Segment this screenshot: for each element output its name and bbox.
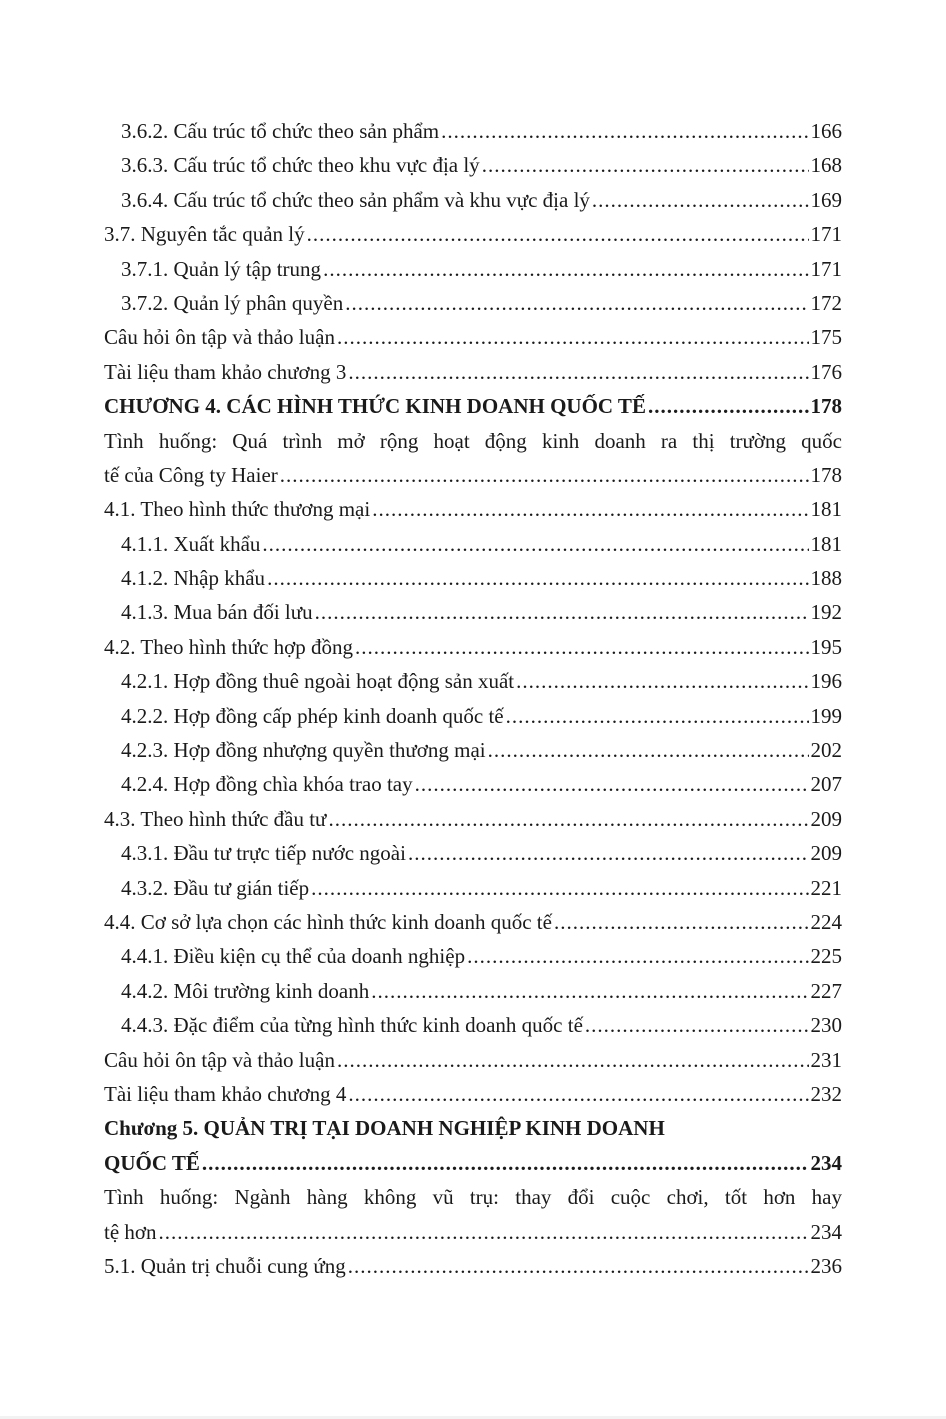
toc-page-number: 221 [810,875,842,900]
toc-entry-title: 3.7.1. Quản lý tập trung [121,256,322,281]
toc-dot-leader [345,286,808,320]
toc-entry-title: 3.6.4. Cấu trúc tổ chức theo sản phẩm và khu vực địa lý [121,187,590,212]
toc-page-number: 178 [810,394,842,419]
toc-dot-leader [554,905,809,939]
toc-entry-first-line: Tình huống: Ngành hàng không vũ trụ: thay đổi cuộc chơi, tốt hơn hay [104,1185,842,1210]
toc-page-number: 234 [810,1150,842,1175]
toc-section-entry[interactable] [104,320,842,354]
toc-dot-leader [315,595,809,629]
toc-subsection-entry[interactable] [104,286,842,320]
toc-subsection-entry[interactable] [104,252,842,286]
toc-dot-leader [267,561,808,595]
toc-entry-title: 4.3.1. Đầu tư trực tiếp nước ngoài [121,841,406,866]
toc-entry-title: 4.3. Theo hình thức đầu tư [104,806,327,831]
toc-entry-title: QUỐC TẾ [104,1150,200,1175]
toc-section-entry[interactable] [104,458,842,492]
toc-section-entry[interactable] [104,1077,842,1111]
toc-subsection-entry[interactable] [104,699,842,733]
toc-entry-title: CHƯƠNG 4. CÁC HÌNH THỨC KINH DOANH QUỐC TẾ [104,394,646,419]
toc-entry-title: 3.6.3. Cấu trúc tổ chức theo khu vực địa lý [121,153,480,178]
toc-page-number: 207 [810,772,842,797]
toc-subsection-entry[interactable] [104,733,842,767]
toc-dot-leader [311,871,808,905]
toc-entry-title: 4.2.1. Hợp đồng thuê ngoài hoạt động sản xuất [121,669,515,694]
toc-dot-leader [202,1146,809,1180]
toc-entry-title: 3.7.2. Quản lý phân quyền [121,290,344,315]
toc-entry-title: 4.1. Theo hình thức thương mại [104,497,371,522]
toc-dot-leader [488,733,809,767]
toc-dot-leader [467,939,808,973]
toc-dot-leader [337,1043,809,1077]
toc-page-number: 227 [810,978,842,1003]
toc-entry-title: 4.2.3. Hợp đồng nhượng quyền thương mại [121,738,486,763]
toc-page-number: 176 [810,359,842,384]
toc-section-entry[interactable] [104,1215,842,1249]
toc-subsection-entry[interactable] [104,767,842,801]
toc-page-number: 171 [810,222,842,247]
toc-page-number: 209 [810,806,842,831]
toc-section-entry[interactable] [104,355,842,389]
toc-entry-title: tế của Công ty Haier [104,462,278,487]
toc-page-number: 195 [810,634,842,659]
toc-subsection-entry[interactable] [104,974,842,1008]
toc-section-entry[interactable] [104,630,842,664]
toc-subsection-entry[interactable] [104,595,842,629]
toc-entry-title: 4.1.2. Nhập khẩu [121,566,266,591]
toc-section-entry[interactable] [104,905,842,939]
toc-dot-leader [592,183,809,217]
toc-entry-title: 4.2.4. Hợp đồng chìa khóa trao tay [121,772,413,797]
toc-entry-title: 4.4. Cơ sở lựa chọn các hình thức kinh doanh quốc tế [104,909,552,934]
toc-entry-title: 4.2.2. Hợp đồng cấp phép kinh doanh quốc tế [121,703,504,728]
toc-dot-leader [337,320,809,354]
toc-section-entry[interactable] [104,1249,842,1283]
toc-page-number: 209 [810,841,842,866]
toc-page-number: 168 [810,153,842,178]
toc-chapter-entry[interactable] [104,389,842,423]
toc-subsection-entry[interactable] [104,527,842,561]
toc-entry-first-line: Tình huống: Quá trình mở rộng hoạt động kinh doanh ra thị trường quốc [104,428,842,453]
toc-dot-leader [408,836,809,870]
toc-page-number: 224 [810,909,842,934]
toc-dot-leader [348,1249,809,1283]
toc-entry-title: Câu hỏi ôn tập và thảo luận [104,325,335,350]
toc-entry-title: Tài liệu tham khảo chương 4 [104,1081,347,1106]
toc-dot-leader [648,389,809,423]
toc-dot-leader [516,664,808,698]
toc-chapter-entry[interactable] [104,1146,842,1180]
toc-page-number: 172 [810,290,842,315]
toc-section-entry[interactable] [104,492,842,526]
toc-page-number: 192 [810,600,842,625]
toc-page-number: 225 [810,944,842,969]
toc-subsection-entry[interactable] [104,561,842,595]
toc-subsection-entry[interactable] [104,183,842,217]
toc-dot-leader [441,114,808,148]
toc-entry-title: 4.4.2. Môi trường kinh doanh [121,978,370,1003]
toc-page-number: 181 [810,497,842,522]
toc-page-number: 175 [810,325,842,350]
toc-dot-leader [348,355,808,389]
toc-entry-title: 4.4.3. Đặc điểm của từng hình thức kinh doanh quốc tế [121,1013,583,1038]
toc-entry-title: 4.1.3. Mua bán đối lưu [121,600,313,625]
toc-subsection-entry[interactable] [104,836,842,870]
toc-dot-leader [506,699,809,733]
toc-entry-title: 4.4.1. Điều kiện cụ thể của doanh nghiệp [121,944,466,969]
toc-page-number: 178 [810,462,842,487]
toc-entry-title: tệ hơn [104,1219,157,1244]
toc-dot-leader [371,974,808,1008]
toc-chapter-heading-line: Chương 5. QUẢN TRỊ TẠI DOANH NGHIỆP KINH DOANH [104,1116,665,1141]
toc-subsection-entry[interactable] [104,871,842,905]
toc-subsection-entry[interactable] [104,1008,842,1042]
toc-entry-title: 4.1.1. Xuất khẩu [121,531,261,556]
toc-dot-leader [328,802,808,836]
toc-entry-title: Tài liệu tham khảo chương 3 [104,359,347,384]
toc-entry-title: 3.7. Nguyên tắc quản lý [104,222,305,247]
toc-page-number: 231 [810,1047,842,1072]
toc-dot-leader [280,458,809,492]
toc-page-number: 202 [810,738,842,763]
toc-entry-title: Câu hỏi ôn tập và thảo luận [104,1047,335,1072]
table-of-contents [104,114,842,1283]
toc-dot-leader [262,527,808,561]
toc-page-number: 171 [810,256,842,281]
toc-subsection-entry[interactable] [104,114,842,148]
toc-page-number: 188 [810,566,842,591]
toc-page-number: 232 [810,1081,842,1106]
toc-subsection-entry[interactable] [104,939,842,973]
toc-page-number: 169 [810,187,842,212]
toc-page-number: 196 [810,669,842,694]
toc-dot-leader [355,630,809,664]
toc-dot-leader [482,148,809,182]
toc-section-entry[interactable] [104,1043,842,1077]
toc-entry-title: 4.3.2. Đầu tư gián tiếp [121,875,310,900]
toc-dot-leader [372,492,808,526]
toc-subsection-entry[interactable] [104,664,842,698]
toc-subsection-entry[interactable] [104,148,842,182]
toc-dot-leader [307,217,809,251]
toc-dot-leader [348,1077,808,1111]
toc-page-number: 199 [810,703,842,728]
toc-entry-title: 4.2. Theo hình thức hợp đồng [104,634,353,659]
toc-dot-leader [323,252,808,286]
toc-dot-leader [585,1008,809,1042]
toc-dot-leader [159,1215,809,1249]
toc-dot-leader [415,767,809,801]
toc-section-entry[interactable] [104,802,842,836]
toc-entry-title: 5.1. Quản trị chuỗi cung ứng [104,1253,346,1278]
toc-entry-title: 3.6.2. Cấu trúc tổ chức theo sản phẩm [121,119,440,143]
toc-page-number: 166 [810,119,842,143]
toc-page-number: 236 [810,1253,842,1278]
toc-page-number: 181 [810,531,842,556]
toc-page-number: 230 [810,1013,842,1038]
toc-page-number: 234 [810,1219,842,1244]
toc-section-entry[interactable] [104,217,842,251]
